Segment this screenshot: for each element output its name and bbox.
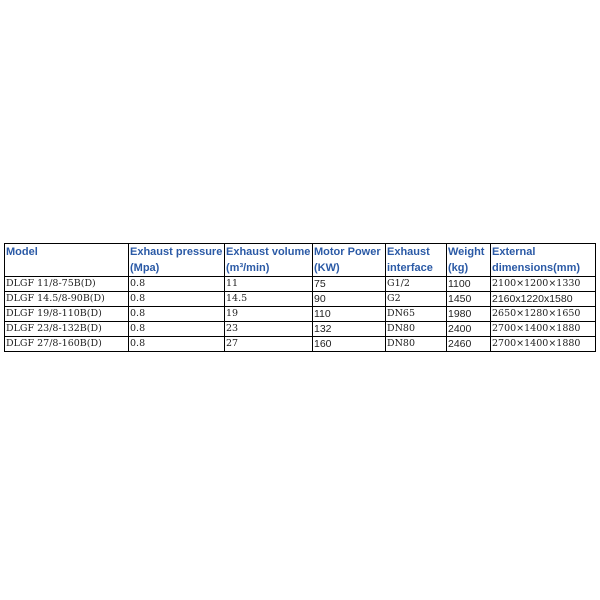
header-exhaust-pressure <box>129 244 225 277</box>
header-row <box>5 244 596 277</box>
header-weight <box>447 244 491 277</box>
header-label: External <box>492 246 536 258</box>
header-exhaust-volume <box>225 244 313 277</box>
cell-model: DLGF 11/8-75B(D) <box>5 277 129 292</box>
cell-motor-power: 75 <box>313 277 386 292</box>
cell-exhaust-interface: G2 <box>386 292 447 307</box>
cell-exhaust-interface: DN80 <box>386 337 447 352</box>
cell-exhaust-volume: 11 <box>225 277 313 292</box>
cell-exhaust-volume: 23 <box>225 322 313 337</box>
header-unit: dimensions(mm) <box>492 262 581 274</box>
cell-weight: 1450 <box>447 292 491 307</box>
cell-model: DLGF 19/8-110B(D) <box>5 307 129 322</box>
cell-weight: 2460 <box>447 337 491 352</box>
header-unit: (KW) <box>314 262 340 274</box>
cell-exhaust-pressure: 0.8 <box>129 307 225 322</box>
header-external-dimensions <box>491 244 596 277</box>
header-unit: (Mpa) <box>130 262 160 274</box>
cell-weight: 2400 <box>447 322 491 337</box>
cell-motor-power: 132 <box>313 322 386 337</box>
spec-table <box>4 243 596 352</box>
header-exhaust-interface <box>386 244 447 277</box>
cell-exhaust-volume: 14.5 <box>225 292 313 307</box>
cell-external-dimensions: 2160x1220x1580 <box>491 292 596 307</box>
cell-motor-power: 110 <box>313 307 386 322</box>
table-row <box>5 322 596 337</box>
header-label: Exhaust volume <box>226 246 311 258</box>
cell-motor-power: 160 <box>313 337 386 352</box>
cell-exhaust-pressure: 0.8 <box>129 337 225 352</box>
cell-external-dimensions: 2650×1280×1650 <box>491 307 596 322</box>
cell-external-dimensions: 2100×1200×1330 <box>491 277 596 292</box>
cell-motor-power: 90 <box>313 292 386 307</box>
header-unit: interface <box>387 262 433 274</box>
table-row <box>5 277 596 292</box>
cell-exhaust-pressure: 0.8 <box>129 292 225 307</box>
cell-model: DLGF 23/8-132B(D) <box>5 322 129 337</box>
cell-model: DLGF 14.5/8-90B(D) <box>5 292 129 307</box>
header-model <box>5 244 129 277</box>
header-label: Motor Power <box>314 246 381 258</box>
cell-exhaust-interface: DN80 <box>386 322 447 337</box>
header-label: Weight <box>448 246 485 258</box>
cell-exhaust-interface: DN65 <box>386 307 447 322</box>
cell-external-dimensions: 2700×1400×1880 <box>491 337 596 352</box>
header-label: Exhaust pressure <box>130 246 223 258</box>
header-label: Model <box>6 246 38 258</box>
cell-exhaust-volume: 27 <box>225 337 313 352</box>
cell-exhaust-volume: 19 <box>225 307 313 322</box>
header-motor-power <box>313 244 386 277</box>
cell-exhaust-pressure: 0.8 <box>129 322 225 337</box>
header-unit: (kg) <box>448 262 469 274</box>
cell-weight: 1980 <box>447 307 491 322</box>
table-row <box>5 307 596 322</box>
header-unit: (m³/min) <box>226 262 270 274</box>
cell-exhaust-interface: G1/2 <box>386 277 447 292</box>
cell-weight: 1100 <box>447 277 491 292</box>
cell-model: DLGF 27/8-160B(D) <box>5 337 129 352</box>
cell-exhaust-pressure: 0.8 <box>129 277 225 292</box>
header-label: Exhaust <box>387 246 430 258</box>
table-row <box>5 292 596 307</box>
table-row <box>5 337 596 352</box>
cell-external-dimensions: 2700×1400×1880 <box>491 322 596 337</box>
